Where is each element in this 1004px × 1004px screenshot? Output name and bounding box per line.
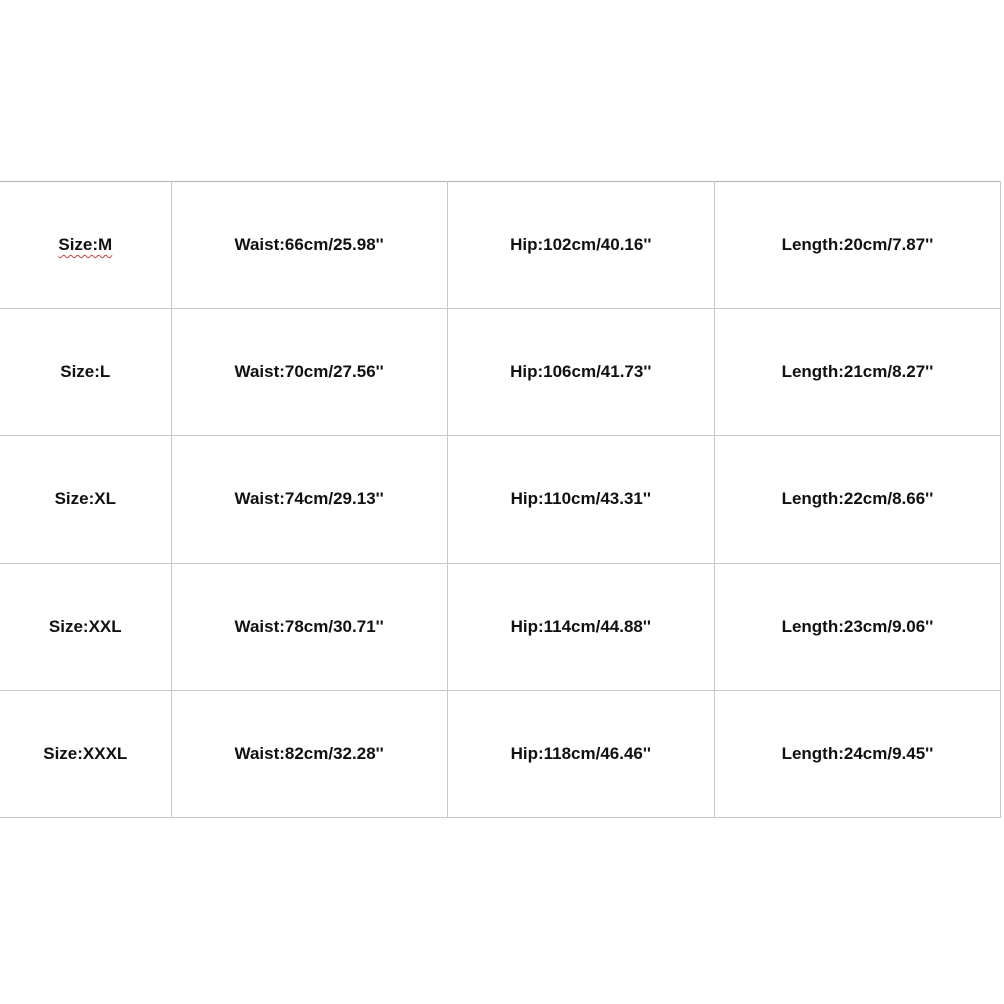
size-label: Size:M bbox=[58, 235, 113, 255]
length-cell: Length:22cm/8.66'' bbox=[714, 436, 1000, 563]
length-cell: Length:23cm/9.06'' bbox=[714, 563, 1000, 690]
length-cell: Length:21cm/8.27'' bbox=[714, 309, 1000, 436]
hip-cell: Hip:106cm/41.73'' bbox=[447, 309, 714, 436]
size-cell: Size:XXXL bbox=[0, 690, 171, 817]
table-row bbox=[0, 563, 1001, 690]
size-cell: Size:XL bbox=[0, 436, 171, 563]
size-cell: Size:L bbox=[0, 309, 171, 436]
waist-cell: Waist:70cm/27.56'' bbox=[171, 309, 447, 436]
waist-cell: Waist:78cm/30.71'' bbox=[171, 563, 447, 690]
waist-cell: Waist:74cm/29.13'' bbox=[171, 436, 447, 563]
hip-cell: Hip:114cm/44.88'' bbox=[447, 563, 714, 690]
length-cell: Length:20cm/7.87'' bbox=[714, 182, 1000, 309]
table-row bbox=[0, 309, 1001, 436]
hip-cell: Hip:110cm/43.31'' bbox=[447, 436, 714, 563]
waist-cell: Waist:66cm/25.98'' bbox=[171, 182, 447, 309]
length-cell: Length:24cm/9.45'' bbox=[714, 690, 1000, 817]
table-row bbox=[0, 182, 1001, 309]
size-chart-table bbox=[0, 181, 1001, 818]
size-cell: Size:XXL bbox=[0, 563, 171, 690]
waist-cell: Waist:82cm/32.28'' bbox=[171, 690, 447, 817]
size-cell bbox=[0, 182, 171, 309]
size-chart-body bbox=[0, 182, 1001, 818]
table-row bbox=[0, 690, 1001, 817]
hip-cell: Hip:102cm/40.16'' bbox=[447, 182, 714, 309]
table-row bbox=[0, 436, 1001, 563]
hip-cell: Hip:118cm/46.46'' bbox=[447, 690, 714, 817]
